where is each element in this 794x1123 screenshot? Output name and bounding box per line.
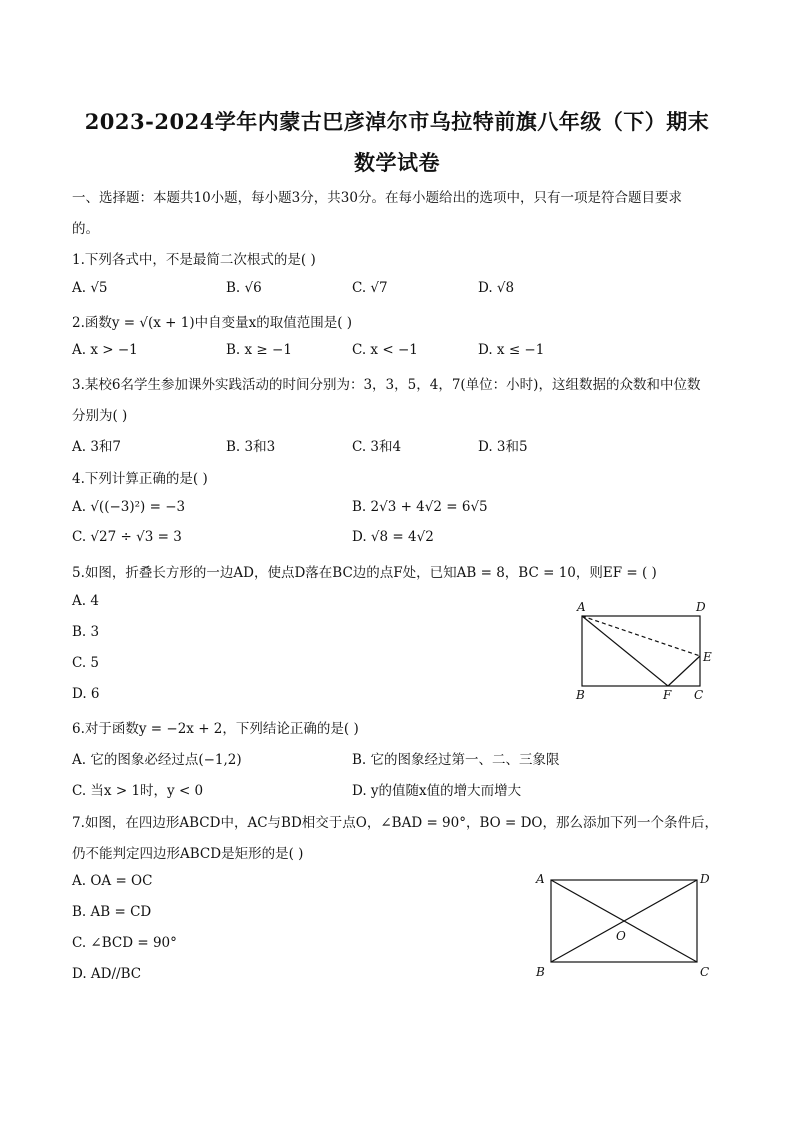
label-d: D	[696, 600, 706, 614]
question-6-option-a[interactable]: A. 它的图象必经过点(−1,2)	[72, 752, 242, 768]
question-1-option-c[interactable]: C. √7	[352, 280, 388, 296]
question-7-stem-line2: 仍不能判定四边形ABCD是矩形的是( )	[72, 846, 304, 862]
question-4-stem: 4.下列计算正确的是( )	[72, 471, 208, 487]
question-7-option-a[interactable]: A. OA = OC	[72, 873, 153, 889]
question-2-option-a[interactable]: A. x > −1	[72, 342, 138, 358]
question-7-stem-line1: 7.如图，在四边形ABCD中，AC与BD相交于点O，∠BAD = 90°，BO = DO，那么添加下列一个条件后，	[72, 815, 718, 831]
question-5-stem: 5.如图，折叠长方形的一边AD，使点D落在BC边的点F处，已知AB = 8，BC = 10，则EF = ( )	[72, 565, 657, 581]
label-e: E	[703, 650, 712, 664]
label-b: B	[536, 965, 545, 979]
question-2-option-b[interactable]: B. x ≥ −1	[226, 342, 292, 358]
segment-fe	[668, 656, 700, 686]
question-2-stem: 2.函数y = √(x + 1)中自变量x的取值范围是( )	[72, 315, 353, 331]
exam-title-line2: 数学试卷	[354, 150, 440, 175]
question-7-option-b[interactable]: B. AB = CD	[72, 904, 152, 920]
question-1-stem: 1.下列各式中，不是最简二次根式的是( )	[72, 252, 316, 268]
question-5-option-d[interactable]: D. 6	[72, 686, 100, 702]
segment-af	[582, 616, 668, 686]
section-instructions-line1: 一、选择题：本题共10小题，每小题3分，共30分。在每小题给出的选项中，只有一项是符合题目要求	[72, 190, 682, 206]
question-5-option-a[interactable]: A. 4	[72, 593, 99, 609]
question-5-figure	[570, 598, 720, 706]
question-6-option-d[interactable]: D. y的值随x值的增大而增大	[352, 783, 522, 799]
question-3-option-c[interactable]: C. 3和4	[352, 439, 402, 455]
question-3-option-b[interactable]: B. 3和3	[226, 439, 276, 455]
label-a: A	[577, 600, 586, 614]
label-f: F	[663, 688, 672, 702]
label-o: O	[616, 929, 626, 943]
rectangle-abcd	[582, 616, 700, 686]
section-instructions-line2: 的。	[72, 221, 99, 237]
label-a: A	[536, 872, 545, 886]
question-6-stem: 6.对于函数y = −2x + 2，下列结论正确的是( )	[72, 721, 359, 737]
question-7-option-d[interactable]: D. AD//BC	[72, 966, 142, 982]
question-1-option-a[interactable]: A. √5	[72, 280, 108, 296]
question-4-option-a[interactable]: A. √((−3)²) = −3	[72, 499, 186, 515]
question-3-option-d[interactable]: D. 3和5	[478, 439, 528, 455]
question-4-option-d[interactable]: D. √8 = 4√2	[352, 529, 434, 545]
label-d: D	[700, 872, 710, 886]
question-5-option-c[interactable]: C. 5	[72, 655, 100, 671]
question-3-stem-line2: 分别为( )	[72, 408, 128, 424]
question-6-option-b[interactable]: B. 它的图象经过第一、二、三象限	[352, 752, 560, 768]
question-6-option-c[interactable]: C. 当x > 1时，y < 0	[72, 783, 204, 799]
question-3-option-a[interactable]: A. 3和7	[72, 439, 122, 455]
exam-title-line1: 2023-2024学年内蒙古巴彦淖尔市乌拉特前旗八年级（下）期末	[84, 109, 710, 134]
question-3-stem-line1: 3.某校6名学生参加课外实践活动的时间分别为：3，3，5，4，7(单位：小时)，这组数据的众数和中位数	[72, 377, 701, 393]
question-2-option-d[interactable]: D. x ≤ −1	[478, 342, 545, 358]
question-4-option-b[interactable]: B. 2√3 + 4√2 = 6√5	[352, 499, 488, 515]
question-1-option-d[interactable]: D. √8	[478, 280, 515, 296]
question-4-option-c[interactable]: C. √27 ÷ √3 = 3	[72, 529, 182, 545]
segment-ae-dashed	[582, 616, 700, 656]
label-c: C	[700, 965, 710, 979]
question-2-option-c[interactable]: C. x < −1	[352, 342, 418, 358]
label-b: B	[576, 688, 585, 702]
question-7-option-c[interactable]: C. ∠BCD = 90°	[72, 935, 177, 951]
question-1-option-b[interactable]: B. √6	[226, 280, 262, 296]
question-7-figure	[530, 868, 720, 984]
label-c: C	[694, 688, 704, 702]
question-5-option-b[interactable]: B. 3	[72, 624, 100, 640]
